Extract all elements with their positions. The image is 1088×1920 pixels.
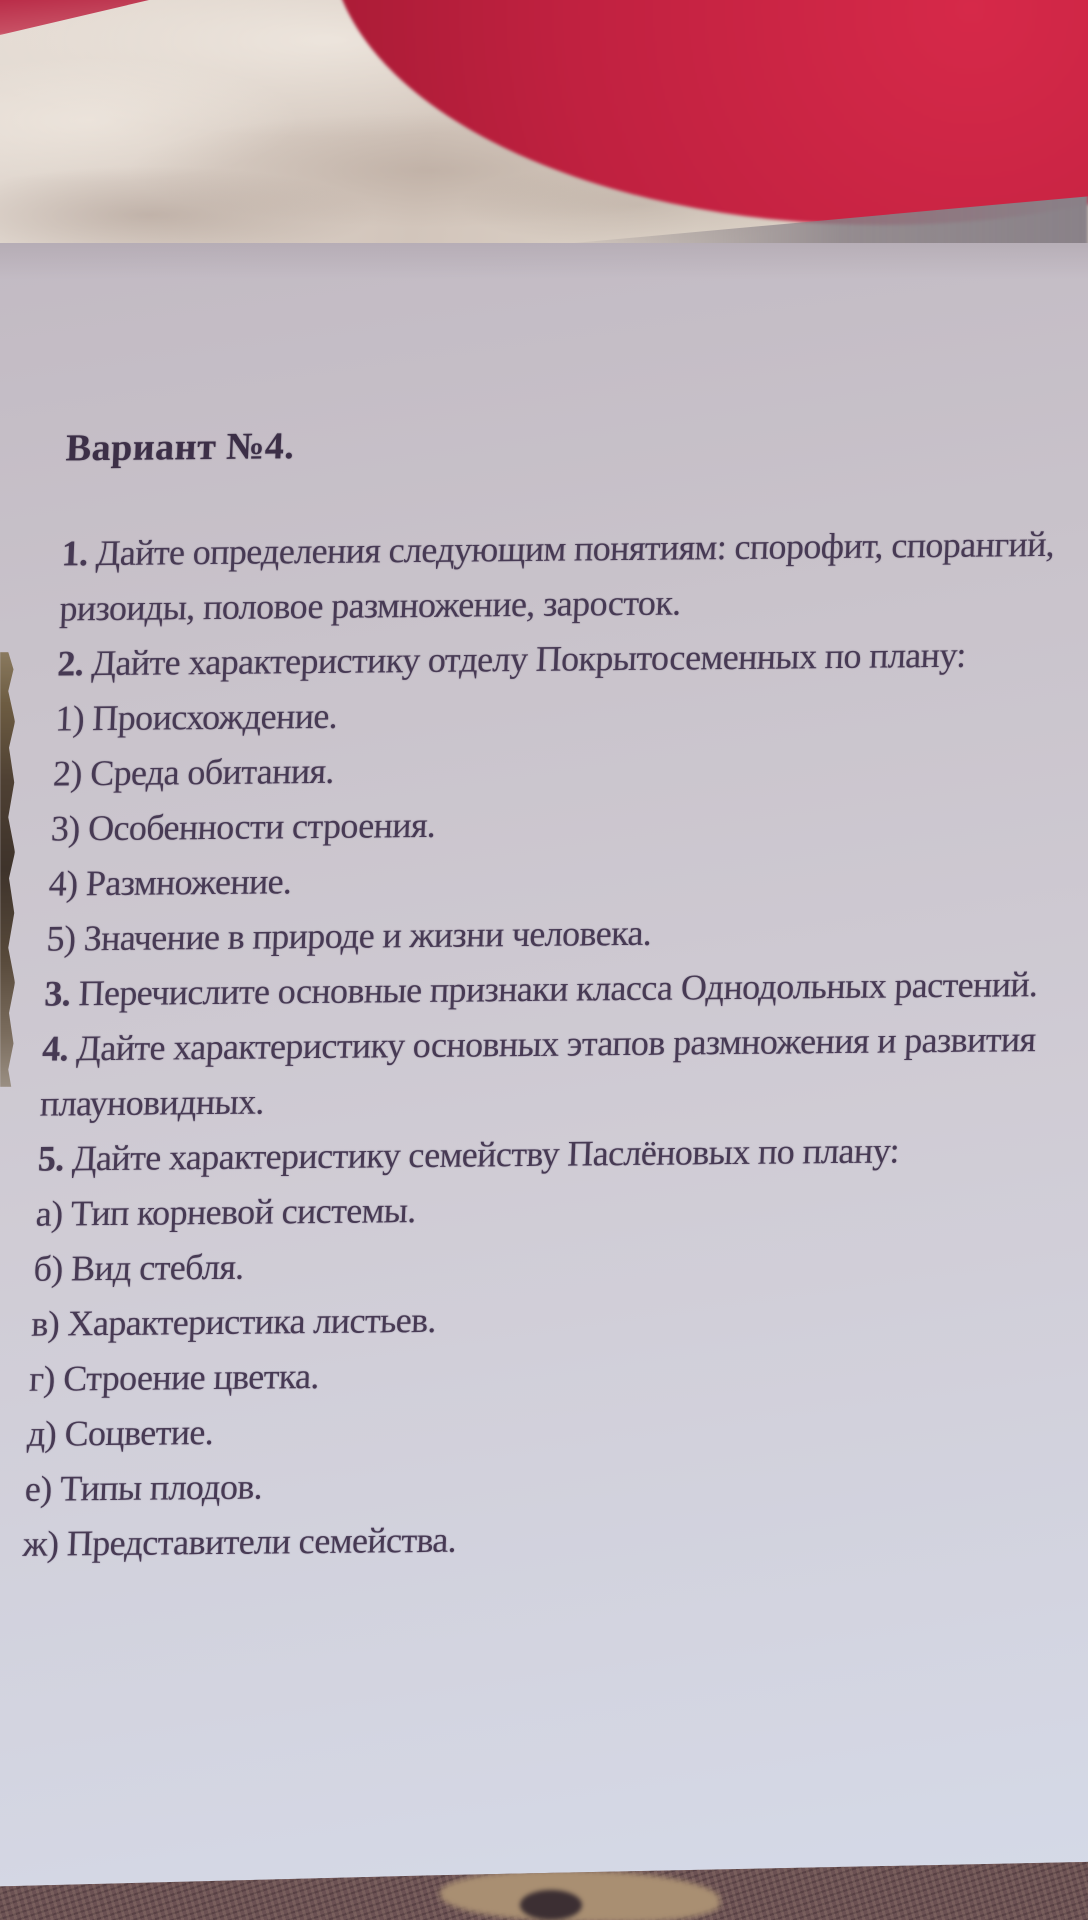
document-line (54, 681, 1088, 746)
document-line (50, 791, 1088, 856)
line-text: Дайте характеристику основных этапов размножения и развития (75, 1019, 1037, 1069)
line-text: Происхождение. (91, 695, 339, 739)
document-line (39, 1066, 1088, 1131)
fabric-pattern-patch (440, 1870, 720, 1920)
line-prefix: 5) (45, 918, 85, 959)
fabric-dark-spot (520, 1890, 582, 1920)
document-line (22, 1507, 1084, 1572)
document-line (33, 1232, 1088, 1297)
line-prefix: 3. (43, 973, 80, 1014)
document-line (28, 1342, 1088, 1407)
document-line (48, 846, 1088, 911)
line-prefix: 5. (37, 1138, 73, 1179)
line-prefix: 1) (54, 698, 94, 739)
document-line (41, 1011, 1088, 1076)
line-prefix: а) (35, 1193, 72, 1234)
line-text: Представители семейства. (66, 1519, 458, 1564)
line-text: Среда обитания. (89, 750, 335, 794)
line-text: Дайте определения следующим понятиям: спорофит, спорангий, (95, 523, 1056, 574)
line-prefix: 2. (56, 643, 93, 684)
line-prefix: б) (32, 1248, 72, 1289)
background-fabric-top (0, 0, 1088, 248)
line-text: Типы плодов. (59, 1466, 264, 1509)
line-text: плауновидных. (39, 1081, 265, 1124)
line-prefix: 2) (52, 753, 92, 794)
line-text: Дайте характеристику отделу Покрытосеменных по плану: (90, 634, 967, 684)
line-prefix: 3) (50, 808, 89, 849)
line-prefix: ж) (22, 1523, 68, 1564)
line-text: Размножение. (85, 861, 293, 904)
line-text: ризоиды, половое размножение, заросток. (58, 582, 682, 629)
document-line (35, 1177, 1088, 1242)
document-line (52, 736, 1088, 801)
line-text: Дайте характеристику семейству Паслёновых по плану: (71, 1130, 900, 1179)
red-fabric-pattern-corner (0, 0, 166, 36)
document-line (26, 1397, 1088, 1462)
document-line (37, 1121, 1088, 1186)
line-prefix: е) (24, 1468, 61, 1509)
document-line (30, 1287, 1088, 1352)
line-prefix: 4. (41, 1028, 78, 1069)
document-line (24, 1452, 1086, 1517)
document-line (56, 626, 1088, 691)
line-text: Значение в природе и жизни человека. (83, 912, 653, 959)
document-line (46, 901, 1088, 966)
line-prefix: 1. (60, 533, 97, 574)
document-content (0, 232, 1088, 1572)
line-text: Тип корневой системы. (70, 1190, 417, 1234)
line-prefix: д) (26, 1413, 66, 1454)
line-text: Особенности строения. (87, 804, 437, 849)
line-text: Вид стебля. (70, 1246, 245, 1289)
document-line (59, 571, 1088, 636)
line-text: Перечислите основные признаки класса Однодольных растений. (77, 964, 1039, 1014)
line-prefix: в) (30, 1303, 69, 1344)
line-prefix: 4) (48, 863, 87, 904)
line-text: Соцветие. (63, 1411, 215, 1454)
line-prefix: г) (28, 1358, 65, 1399)
paper-sheet (0, 243, 1088, 1920)
document-lines (22, 516, 1088, 1572)
document-line (43, 956, 1088, 1021)
document-title: Вариант №4. (65, 425, 296, 470)
line-text: Строение цветка. (62, 1355, 320, 1399)
red-fabric-pattern-blob (330, 0, 1088, 225)
line-text: Характеристика листьев. (66, 1299, 437, 1344)
document-line (61, 516, 1088, 581)
